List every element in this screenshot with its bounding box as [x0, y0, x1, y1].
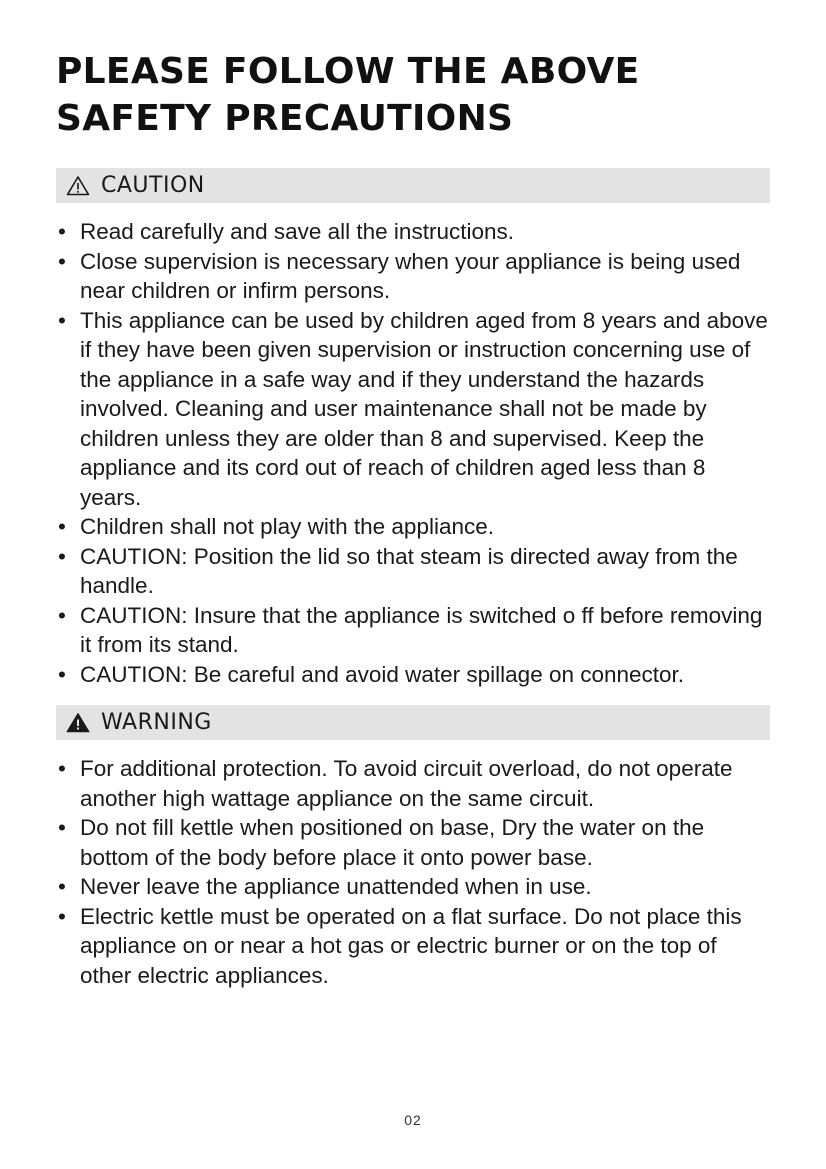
list-item: • This appliance can be used by children aged from 8 years and above if they have been given supervision or instruction concerning use of the appliance in a safe way and if they understand the hazards involved. Cleaning and user maintenance shall not be made by children unless they are older than 8 and supervised. Keep the appliance and its cord out of reach of children aged less than 8 years. — [58, 307, 768, 510]
caution-list — [56, 217, 770, 689]
warning-filled-icon — [66, 712, 92, 734]
page-title-line-2: SAFETY PRECAUTIONS — [56, 98, 514, 139]
list-item: • CAUTION: Insure that the appliance is switched o ff before removing it from its stand. — [58, 602, 763, 657]
list-item: • Never leave the appliance unattended when in use. — [58, 874, 592, 899]
caution-label: CAUTION — [101, 173, 205, 198]
warning-list — [56, 754, 770, 990]
list-item: • Children shall not play with the appliance. — [58, 514, 494, 539]
page-number: 02 — [404, 1112, 422, 1128]
caution-header — [56, 168, 770, 203]
list-item: • For additional protection. To avoid circuit overload, do not operate another high wattage appliance on the same circuit. — [58, 756, 733, 811]
warning-label: WARNING — [101, 710, 212, 735]
page-title-line-1: PLEASE FOLLOW THE ABOVE — [56, 51, 640, 92]
list-item: • Do not fill kettle when positioned on base, Dry the water on the bottom of the body before place it onto power base. — [58, 815, 705, 870]
list-item: • CAUTION: Position the lid so that steam is directed away from the handle. — [58, 543, 738, 598]
manual-page — [56, 48, 770, 990]
page-title — [56, 48, 770, 142]
list-item: • Close supervision is necessary when your appliance is being used near children or infirm persons. — [58, 248, 741, 303]
warning-outline-icon — [66, 175, 92, 197]
list-item: • Read carefully and save all the instructions. — [58, 219, 514, 244]
warning-header — [56, 705, 770, 740]
list-item: • CAUTION: Be careful and avoid water spillage on connector. — [58, 661, 685, 687]
list-item: • Electric kettle must be operated on a flat surface. Do not place this appliance on or near a hot gas or electric burner or on the top of other electric appliances. — [58, 903, 742, 988]
